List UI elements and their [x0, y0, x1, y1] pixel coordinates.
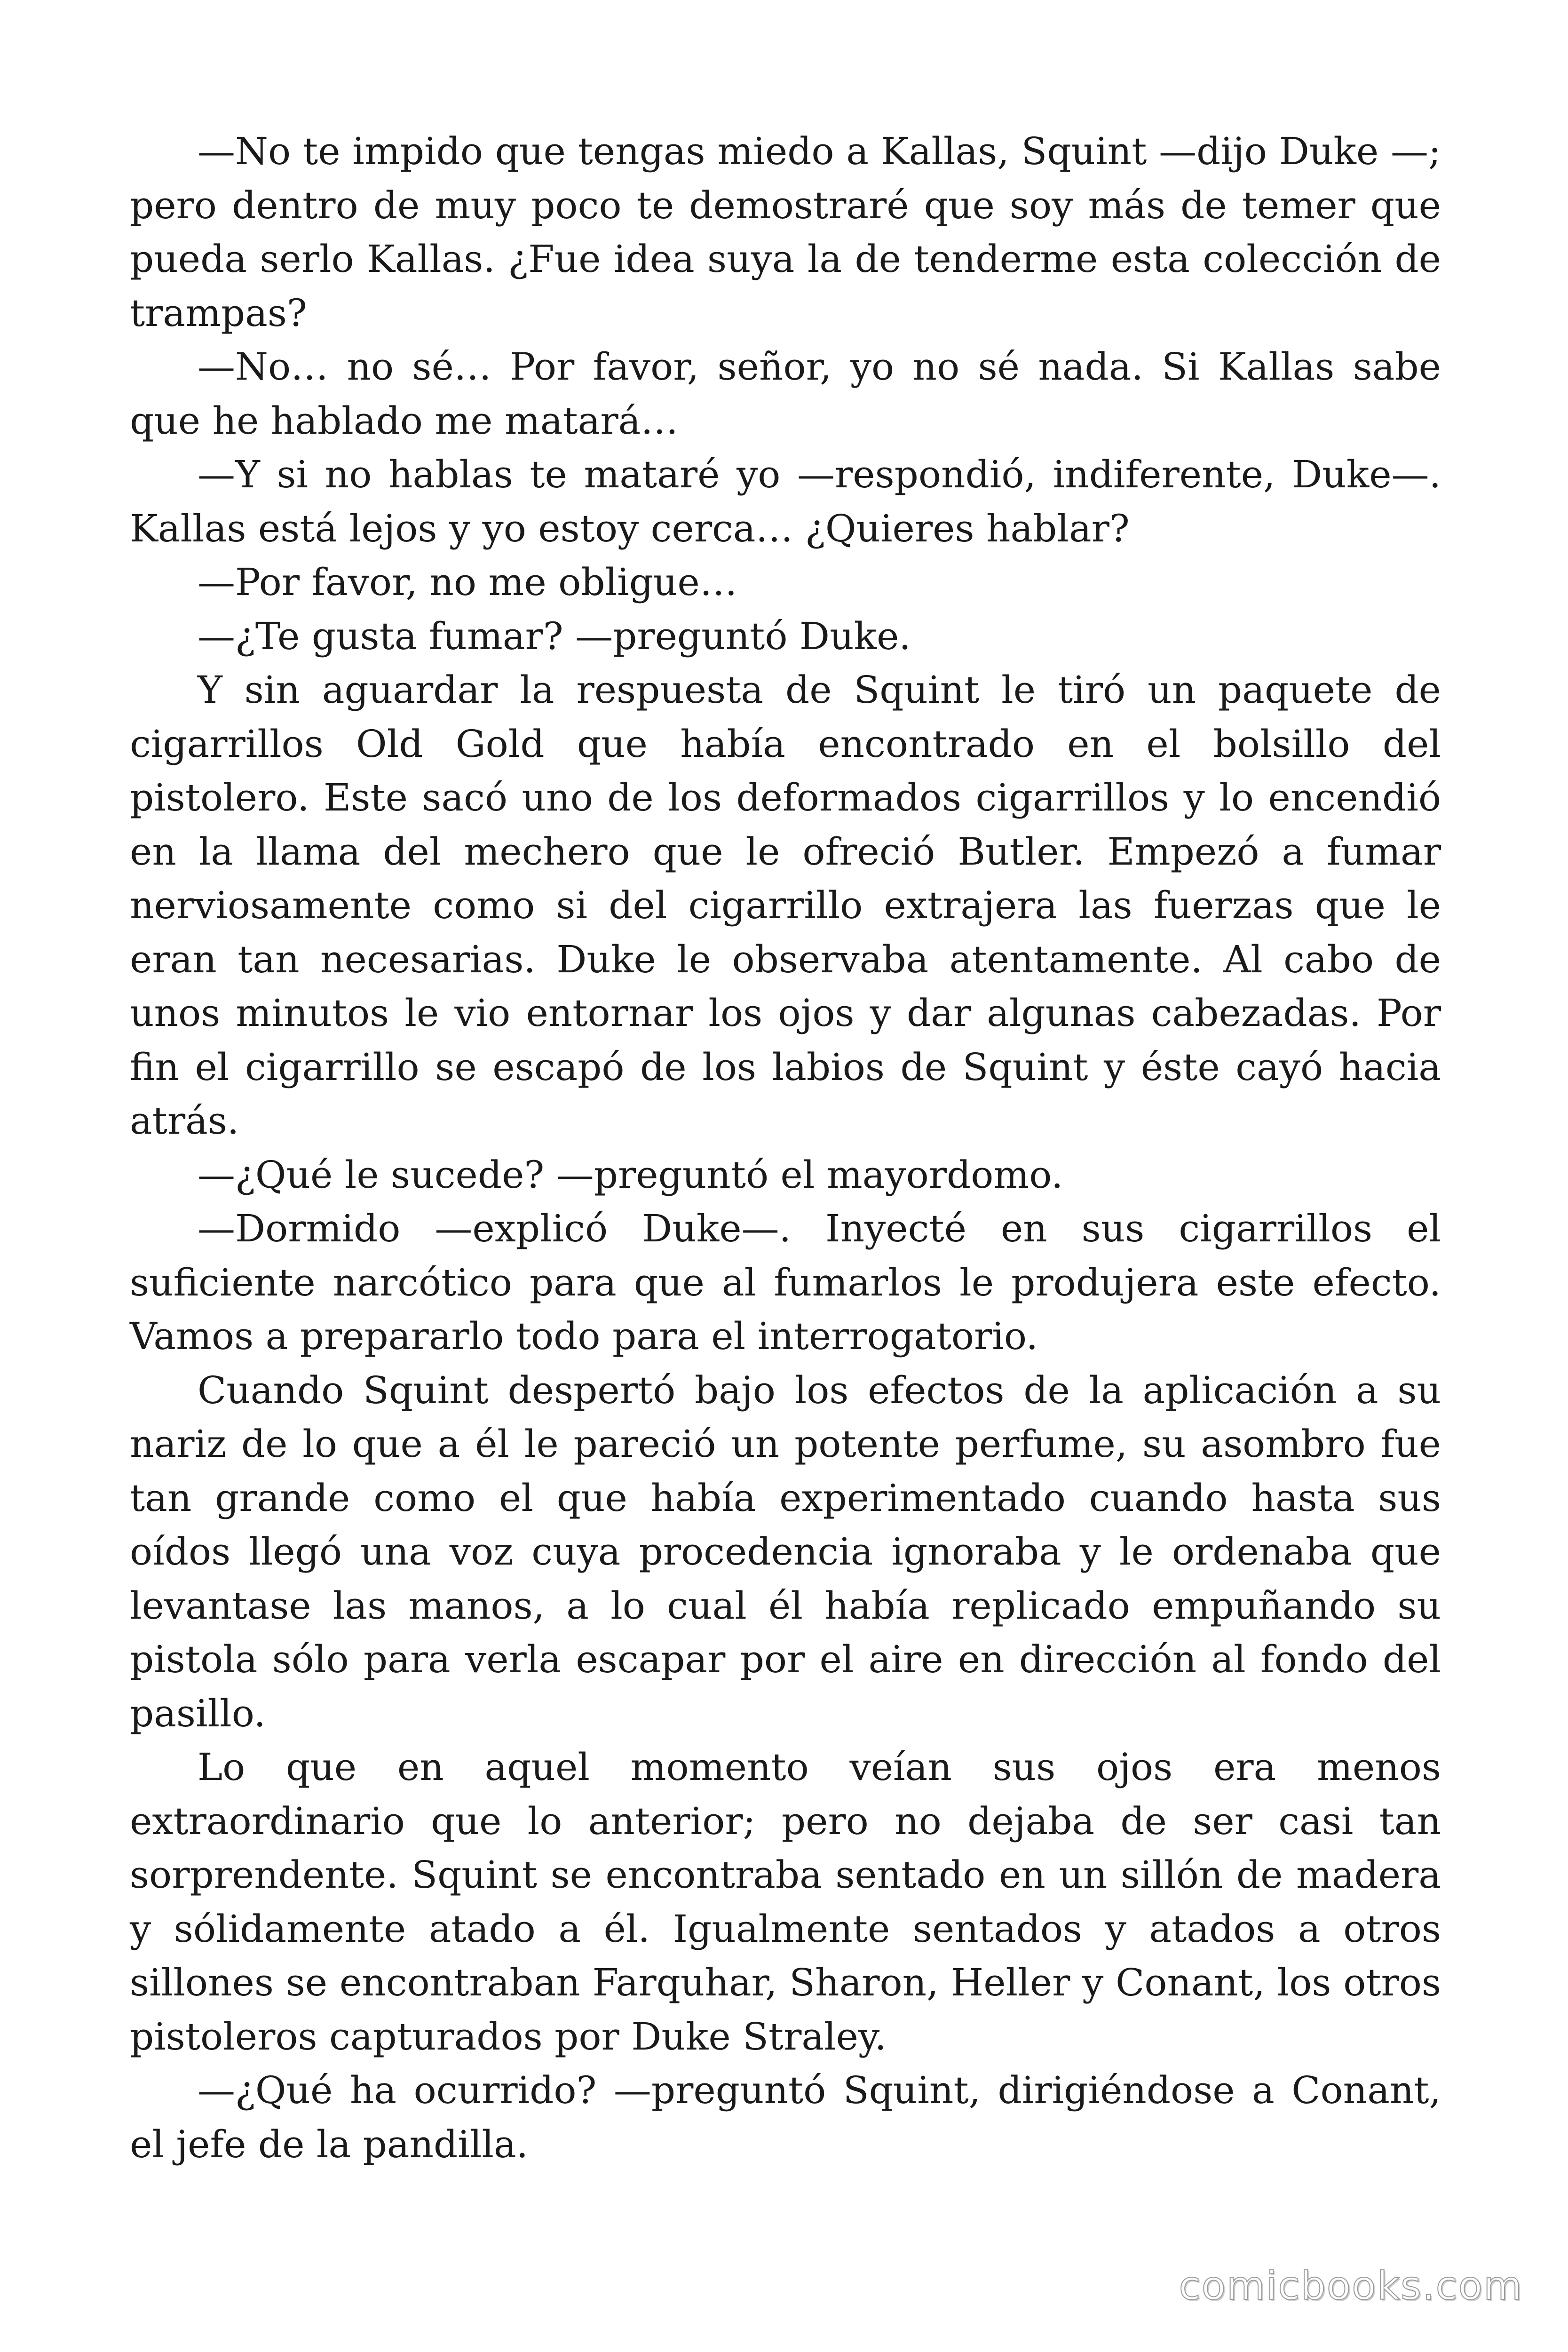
paragraph: —Dormido —explicó Duke—. Inyecté en sus cigarrillos el suficiente narcótico para que al fumarlos le produjera este efecto. Vamos a prepararlo todo para el interrogatorio.	[130, 1207, 1441, 1358]
paragraph: —¿Qué ha ocurrido? —preguntó Squint, dirigiéndose a Conant, el jefe de la pandilla.	[130, 2068, 1441, 2166]
paragraph: —No te impido que tengas miedo a Kallas, Squint —dijo Duke —; pero dentro de muy poco te demostraré que soy más de temer que pueda serlo Kallas. ¿Fue idea suya la de tenderme esta colección de trampas?	[130, 129, 1441, 335]
paragraph: —¿Qué le sucede? —preguntó el mayordomo.	[198, 1152, 1063, 1197]
watermark: comicbooks.com	[1179, 2263, 1523, 2309]
paragraph: Y sin aguardar la respuesta de Squint le tiró un paquete de cigarrillos Old Gold que había encontrado en el bolsillo del pistolero. Este sacó uno de los deformados cigarrillos y lo encendió en la llama del mechero que le ofreció Butler. Empezó a fumar nerviosamente como si del cigarrillo extrajera las fuerzas que le eran tan necesarias. Duke le observaba atentamente. Al cabo de unos minutos le vio entornar los ojos y dar algunas cabezadas. Por fin el cigarrillo se escapó de los labios de Squint y éste cayó hacia atrás.	[130, 668, 1441, 1143]
paragraph: —¿Te gusta fumar? —preguntó Duke.	[198, 614, 911, 658]
paragraph: Cuando Squint despertó bajo los efectos de la aplicación a su nariz de lo que a él le pareció un potente perfume, su asombro fue tan grande como el que había experimentado cuando hasta sus oídos llegó una voz cuya procedencia ignoraba y le ordenaba que levantase las manos, a lo cual él había replicado empuñando su pistola sólo para verla escapar por el aire en dirección al fondo del pasillo.	[130, 1368, 1441, 1735]
paragraph: —No… no sé… Por favor, señor, yo no sé nada. Si Kallas sabe que he hablado me matará…	[130, 345, 1441, 443]
page-body-text	[130, 125, 1441, 2171]
paragraph: —Y si no hablas te mataré yo —respondió, indiferente, Duke—. Kallas está lejos y yo estoy cerca… ¿Quieres hablar?	[130, 453, 1441, 550]
paragraph: Lo que en aquel momento veían sus ojos era menos extraordinario que lo anterior; pero no dejaba de ser casi tan sorprendente. Squint se encontraba sentado en un sillón de madera y sólidamente atado a él. Igualmente sentados y atados a otros sillones se encontraban Farquhar, Sharon, Heller y Conant, los otros pistoleros capturados por Duke Straley.	[130, 1745, 1441, 2058]
paragraph: —Por favor, no me obligue…	[198, 560, 737, 604]
